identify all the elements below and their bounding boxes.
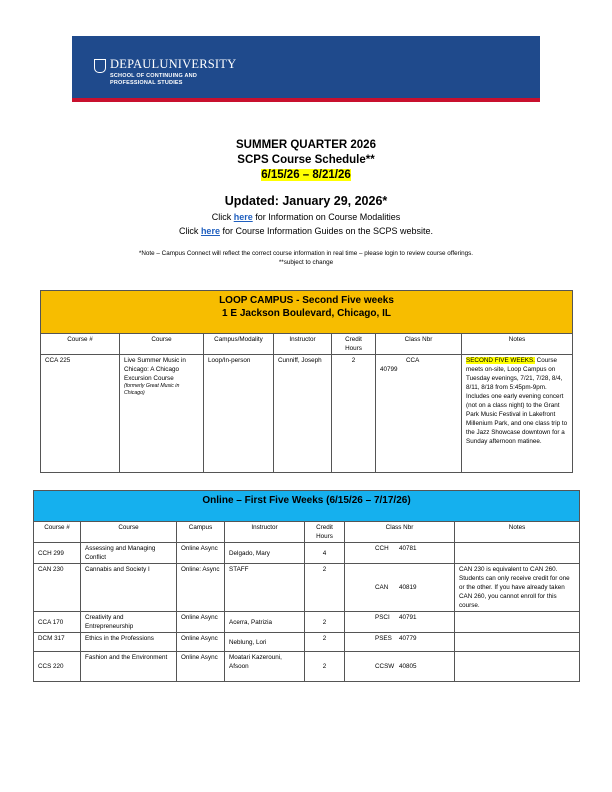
university-logo xyxy=(94,58,236,86)
course-notes xyxy=(455,633,580,652)
campus-connect-note: *Note – Campus Connect will reflect the correct course information in real time – please login to review course offerings. xyxy=(138,250,474,257)
schedule-title: SCPS Course Schedule** xyxy=(237,154,375,166)
table-header-row xyxy=(34,522,580,543)
course-number: CCS 220 xyxy=(34,652,81,682)
online-section-header xyxy=(34,491,580,522)
loop-section-header xyxy=(41,291,573,334)
credit-hours: 2 xyxy=(332,355,376,473)
campus-modality: Online Async xyxy=(177,543,225,564)
online-section-title: Online – First Five Weeks (6/15/26 – 7/17/26) xyxy=(202,495,411,506)
instructor: Acerra, Patrizia xyxy=(225,612,305,633)
highlighted-note: SECOND FIVE WEEKS. xyxy=(466,357,535,364)
title-block xyxy=(0,138,612,183)
subject-to-change-note: **subject to change xyxy=(278,259,334,266)
class-number: CCSW 40805 xyxy=(345,652,455,682)
note-block xyxy=(0,249,612,267)
table-row xyxy=(34,543,580,564)
course-title: Cannabis and Society I xyxy=(81,564,177,612)
course-number: CCA 225 xyxy=(41,355,120,473)
column-header: Campus/Modality xyxy=(204,334,274,355)
column-header: Notes xyxy=(455,522,580,543)
class-number: CAN 40819 xyxy=(345,564,455,612)
modalities-link[interactable]: here xyxy=(233,212,253,222)
school-name-line2: PROFESSIONAL STUDIES xyxy=(110,79,183,86)
loop-campus-table xyxy=(40,290,573,473)
column-header: Course xyxy=(81,522,177,543)
class-number: CCH 40781 xyxy=(345,543,455,564)
table-row xyxy=(41,355,573,473)
updated-date: Updated: January 29, 2026* xyxy=(224,194,388,208)
credit-hours: 2 xyxy=(305,612,345,633)
course-notes xyxy=(455,652,580,682)
course-notes xyxy=(455,543,580,564)
column-header: Class Nbr xyxy=(345,522,455,543)
course-number: DCM 317 xyxy=(34,633,81,652)
campus-modality: Online: Async xyxy=(177,564,225,612)
date-range: 6/15/26 – 8/21/26 xyxy=(261,169,351,181)
credit-hours: 4 xyxy=(305,543,345,564)
table-row xyxy=(34,612,580,633)
quarter-title: SUMMER QUARTER 2026 xyxy=(236,139,376,151)
table-header-row xyxy=(41,334,573,355)
credit-hours: 2 xyxy=(305,652,345,682)
credit-hours: 2 xyxy=(305,564,345,612)
column-header: Campus xyxy=(177,522,225,543)
course-number: CAN 230 xyxy=(34,564,81,612)
instructor: Delgado, Mary xyxy=(225,543,305,564)
guides-link[interactable]: here xyxy=(200,226,220,236)
course-former-title: (formerly Great Music in Chicago) xyxy=(124,383,180,396)
instructor: Cunniff, Joseph xyxy=(274,355,332,473)
column-header: Instructor xyxy=(274,334,332,355)
campus-modality: Online Async xyxy=(177,652,225,682)
loop-section-title: LOOP CAMPUS - Second Five weeks xyxy=(219,295,394,306)
course-title: Fashion and the Environment xyxy=(81,652,177,682)
column-header: Notes xyxy=(462,334,573,355)
course-title: Assessing and Managing Conflict xyxy=(81,543,177,564)
course-title: Ethics in the Professions xyxy=(81,633,177,652)
column-header: Credit Hours xyxy=(305,522,345,543)
class-number: PSCI 40791 xyxy=(345,612,455,633)
class-number: PSES 40779 xyxy=(345,633,455,652)
course-title: Live Summer Music in Chicago: A Chicago Excursion Course (formerly Great Music in Chicago) xyxy=(120,355,204,473)
course-notes xyxy=(455,612,580,633)
course-number: CCA 170 xyxy=(34,612,81,633)
course-notes: CAN 230 is equivalent to CAN 260. Students can only receive credit for one or the other. If you have already taken CAN 260, you cannot enroll for this course. xyxy=(455,564,580,612)
credit-hours: 2 xyxy=(305,633,345,652)
modalities-line: Click here for Information on Course Modalities xyxy=(211,212,401,222)
university-name: DEPAULUNIVERSITY xyxy=(110,57,237,71)
column-header: Instructor xyxy=(225,522,305,543)
column-header: Course # xyxy=(34,522,81,543)
class-number: CCA40799 xyxy=(376,355,462,473)
column-header: Course xyxy=(120,334,204,355)
campus-modality: Online Async xyxy=(177,612,225,633)
column-header: Class Nbr xyxy=(376,334,462,355)
instructor: Neblung, Lori xyxy=(225,633,305,652)
course-title: Creativity and Entrepreneurship xyxy=(81,612,177,633)
instructor: Moatari Kazerouni, Afsoon xyxy=(225,652,305,682)
course-notes: SECOND FIVE WEEKS. Course meets on-site, Loop Campus on Tuesday evenings, 7/21, 7/28, 8/4, 8/11, 8/18 from 5:45pm-9pm. Includes one early evening concert (not on a class night) to the Grant Park Music Festival in Lakefront Millenium Park, and one class trip to the Jazz Showcase downtown for a Sunday afternoon matinee. xyxy=(462,355,573,473)
table-row xyxy=(34,564,580,612)
guides-line: Click here for Course Information Guides on the SCPS website. xyxy=(178,226,434,236)
instructor: STAFF xyxy=(225,564,305,612)
crest-icon xyxy=(94,59,106,73)
online-table xyxy=(33,490,580,682)
course-number: CCH 299 xyxy=(34,543,81,564)
school-name-line1: SCHOOL OF CONTINUING AND xyxy=(110,73,197,79)
campus-modality: Online Async xyxy=(177,633,225,652)
column-header: Credit Hours xyxy=(332,334,376,355)
campus-modality: Loop/In-person xyxy=(204,355,274,473)
table-row xyxy=(34,652,580,682)
loop-section-address: 1 E Jackson Boulevard, Chicago, IL xyxy=(222,308,391,319)
table-row xyxy=(34,633,580,652)
column-header: Course # xyxy=(41,334,120,355)
header-banner xyxy=(72,36,540,102)
